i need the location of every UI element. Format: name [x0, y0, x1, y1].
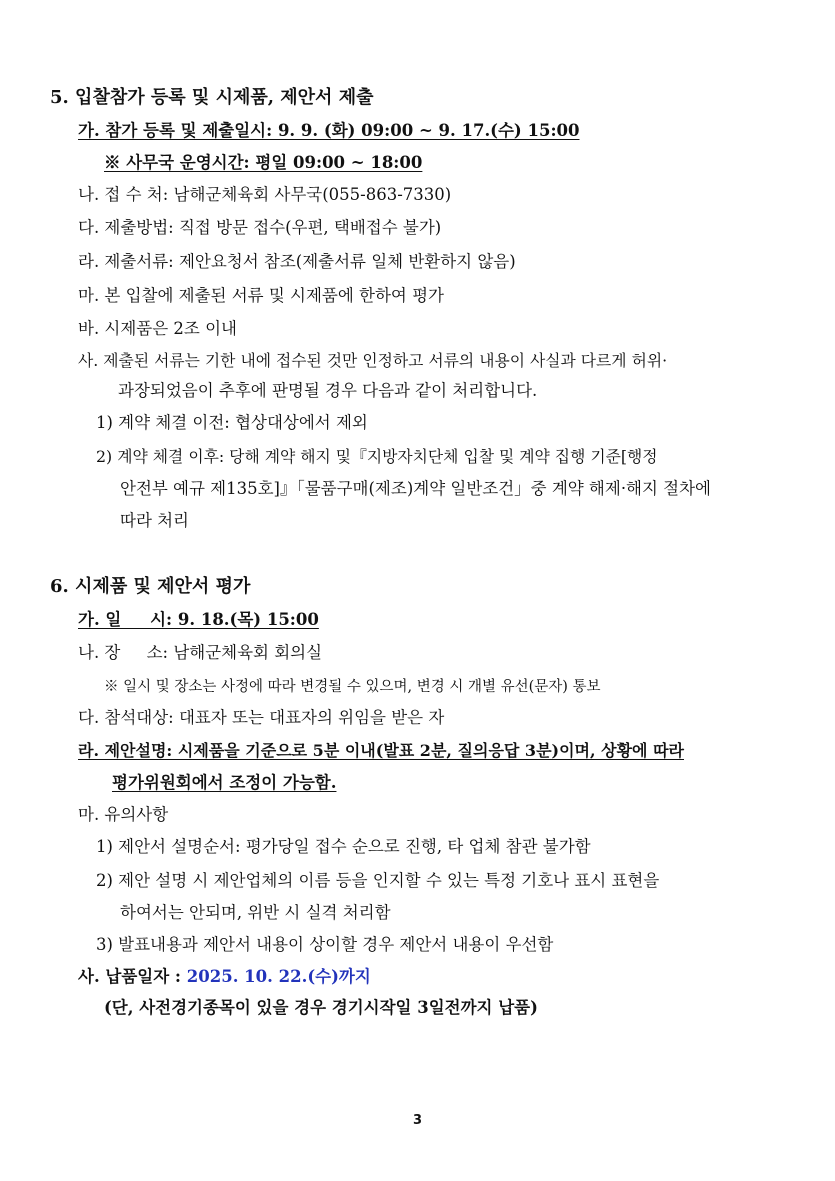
- section-6-item-da: 다. 참석대상: 대표자 또는 대표자의 위임을 받은 자: [78, 708, 445, 727]
- section-5-sa-subitem-2-line2: 안전부 예규 제135호]』「물품구매(제조)계약 일반조건」중 계약 해제·해지 절차에: [120, 479, 712, 498]
- section-6-ma-subitem-1: 1) 제안서 설명순서: 평가당일 접수 순으로 진행, 타 업체 참관 불가함: [96, 837, 591, 856]
- section-6-item-ma: 마. 유의사항: [78, 805, 169, 824]
- section-5-sa-subitem-1: 1) 계약 체결 이전: 협상대상에서 제외: [96, 413, 368, 432]
- section-5-item-ba: 바. 시제품은 2조 이내: [78, 319, 237, 338]
- section-5-item-ma: 마. 본 입찰에 제출된 서류 및 시제품에 한하여 평가: [78, 286, 444, 305]
- section-5-item-ga-note: ※ 사무국 운영시간: 평일 09:00 ~ 18:00: [104, 153, 423, 172]
- section-6-item-na-note: ※ 일시 및 장소는 사정에 따라 변경될 수 있으며, 변경 시 개별 유선(문자) 통보: [104, 679, 601, 695]
- section-6-item-ra-line1: 라. 제안설명: 시제품을 기준으로 5분 이내(발표 2분, 질의응답 3분)이며, 상황에 따라: [78, 741, 684, 760]
- section-6-item-ga: 가. 일 시: 9. 18.(목) 15:00: [78, 610, 319, 629]
- section-5-item-ra: 라. 제출서류: 제안요청서 참조(제출서류 일체 반환하지 않음): [78, 252, 516, 271]
- delivery-date: 2025. 10. 22.(수)까지: [186, 967, 371, 986]
- section-5-item-ga: 가. 참가 등록 및 제출일시: 9. 9. (화) 09:00 ~ 9. 17.(수) 15:00: [78, 121, 580, 140]
- section-6-ma-subitem-2-line2: 하여서는 안되며, 위반 시 실격 처리함: [120, 903, 391, 922]
- section-6-item-sa-note: (단, 사전경기종목이 있을 경우 경기시작일 3일전까지 납품): [104, 998, 538, 1017]
- section-6-ma-subitem-3: 3) 발표내용과 제안서 내용이 상이할 경우 제안서 내용이 우선함: [96, 935, 554, 954]
- section-5-sa-subitem-2-line3: 따라 처리: [120, 511, 190, 530]
- page-number: 3: [412, 1113, 423, 1128]
- section-5-heading: 5. 입찰참가 등록 및 시제품, 제안서 제출: [50, 87, 374, 108]
- section-5-item-sa-line1: 사. 제출된 서류는 기한 내에 접수된 것만 인정하고 서류의 내용이 사실과 다르게 허위·: [78, 351, 668, 370]
- section-5-item-sa-line2: 과장되었음이 추후에 판명될 경우 다음과 같이 처리합니다.: [118, 381, 538, 400]
- section-6-item-ra-line2: 평가위원회에서 조정이 가능함.: [112, 773, 337, 792]
- section-5-item-na: 나. 접 수 처: 남해군체육회 사무국(055-863-7330): [78, 185, 452, 204]
- section-5-item-da: 다. 제출방법: 직접 방문 접수(우편, 택배접수 불가): [78, 218, 442, 237]
- section-6-item-sa-label: 사. 납품일자 :: [78, 967, 187, 986]
- section-5-sa-subitem-2-line1: 2) 계약 체결 이후: 당해 계약 해지 및『지방자치단체 입찰 및 계약 집행 기준[행정: [96, 447, 658, 466]
- section-6-heading: 6. 시제품 및 제안서 평가: [50, 576, 251, 597]
- section-6-ma-subitem-2-line1: 2) 제안 설명 시 제안업체의 이름 등을 인지할 수 있는 특정 기호나 표시 표현을: [96, 871, 660, 890]
- section-6-item-na: 나. 장 소: 남해군체육회 회의실: [78, 643, 323, 662]
- section-6-item-sa: [78, 966, 371, 988]
